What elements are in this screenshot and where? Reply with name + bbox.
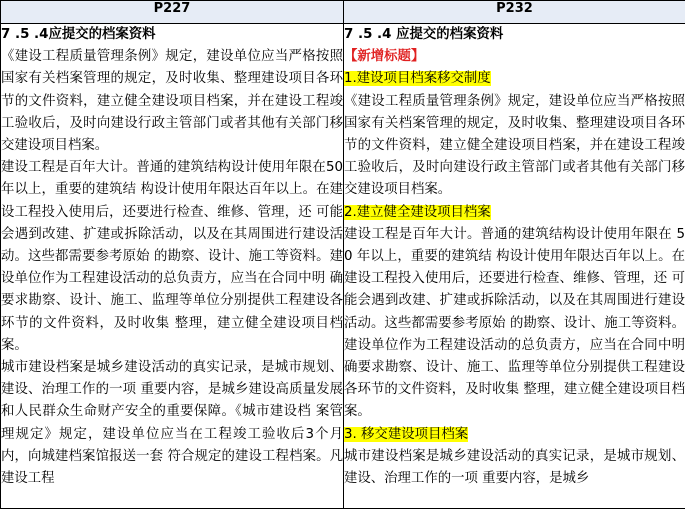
left-column-header: P227 (1, 1, 344, 24)
right-paragraph-1: 《建设工程质量管理条例》规定，建设单位应当严格按照国家有关档案管理的规定，及时收集、整理建设项目各环节的文件资料，建立健全建设项目档案，并在建设工程竣 工验收后，及时向建设行政主管部门或者其他有关部门移交建设项目档案。 (344, 93, 685, 198)
header-row (1, 1, 685, 24)
left-paragraph-2: 建设工程是百年大计。普通的建筑结构设计使用年限在50年以上，重要的建筑结 构设计使用年限达百年以上。在建设工程投入使用后，还要进行检查、维修、管理，还 可能会遇到改建、扩建或拆除活动，以及在其周围进行建设活动。这些都需要参考原始 的勘察、设计、施工等资料。建设单位作为工程建设活动的总负责方，应当在合同中明 确要求勘察、设计、施工、监理等单位分别提供工程建设各环节的文件资料，及时收集 整理，建立健全建设项目档案。 (1, 160, 343, 353)
right-column-header: P232 (344, 1, 685, 24)
left-paragraph-1: 《建设工程质量管理条例》规定，建设单位应当严格按照国家有关档案管理的规定，及时收集、整理建设项目各环节的文件资料，建立健全建设项目档案，并在建设工程竣 工验收后，及时向建设行政主管部门或者其他有关部门移交建设项目档案。 (1, 49, 343, 154)
left-paragraph-3: 城市建设档案是城乡建设活动的真实记录，是城市规划、建设、治理工作的一项 重要内容，是城乡建设高质量发展和人民群众生命财产安全的重要保障。《城市建设档 案管理规定》规定，建设单位应当在工程竣工验收后3个月内，向城建档案馆报送一套 符合规定的建设工程档案。凡建设工程 (1, 360, 343, 487)
subheading-2: 2.建立健全建设项目档案 (344, 204, 491, 220)
right-cell (344, 24, 685, 509)
right-paragraph-2: 建设工程是百年大计。普通的建筑结构设计使用年限在 50 年以上，重要的建筑结 构设计使用年限达百年以上。在建设工程投入使用后，还要进行检查、维修、管理，还 可能会遇到改建、扩建或拆除活动，以及在其周围进行建设活动。这些都需要参考原始 的勘察、设计、施工等资料。建设单位作为工程建设活动的总负责方，应当在合同中明 确要求勘察、设计、施工、监理等单位分别提供工程建设各环节的文件资料，及时收集 整理，建立健全建设项目档案。 (344, 226, 685, 420)
left-cell (1, 24, 344, 509)
left-section-title: 7 .5 .4应提交的档案资料 (1, 27, 156, 42)
subheading-3: 3. 移交建设项目档案 (344, 426, 469, 442)
content-row (1, 24, 685, 509)
right-paragraph-3: 城市建设档案是城乡建设活动的真实记录，是城市规划、建设、治理工作的一项 重要内容，是城乡 (344, 448, 685, 487)
right-section-title: 7 .5 .4 应提交的档案资料 (344, 27, 504, 42)
subheading-1: 1.建设项目档案移交制度 (344, 71, 491, 87)
new-title-tag: 【新增标题】 (344, 49, 425, 65)
